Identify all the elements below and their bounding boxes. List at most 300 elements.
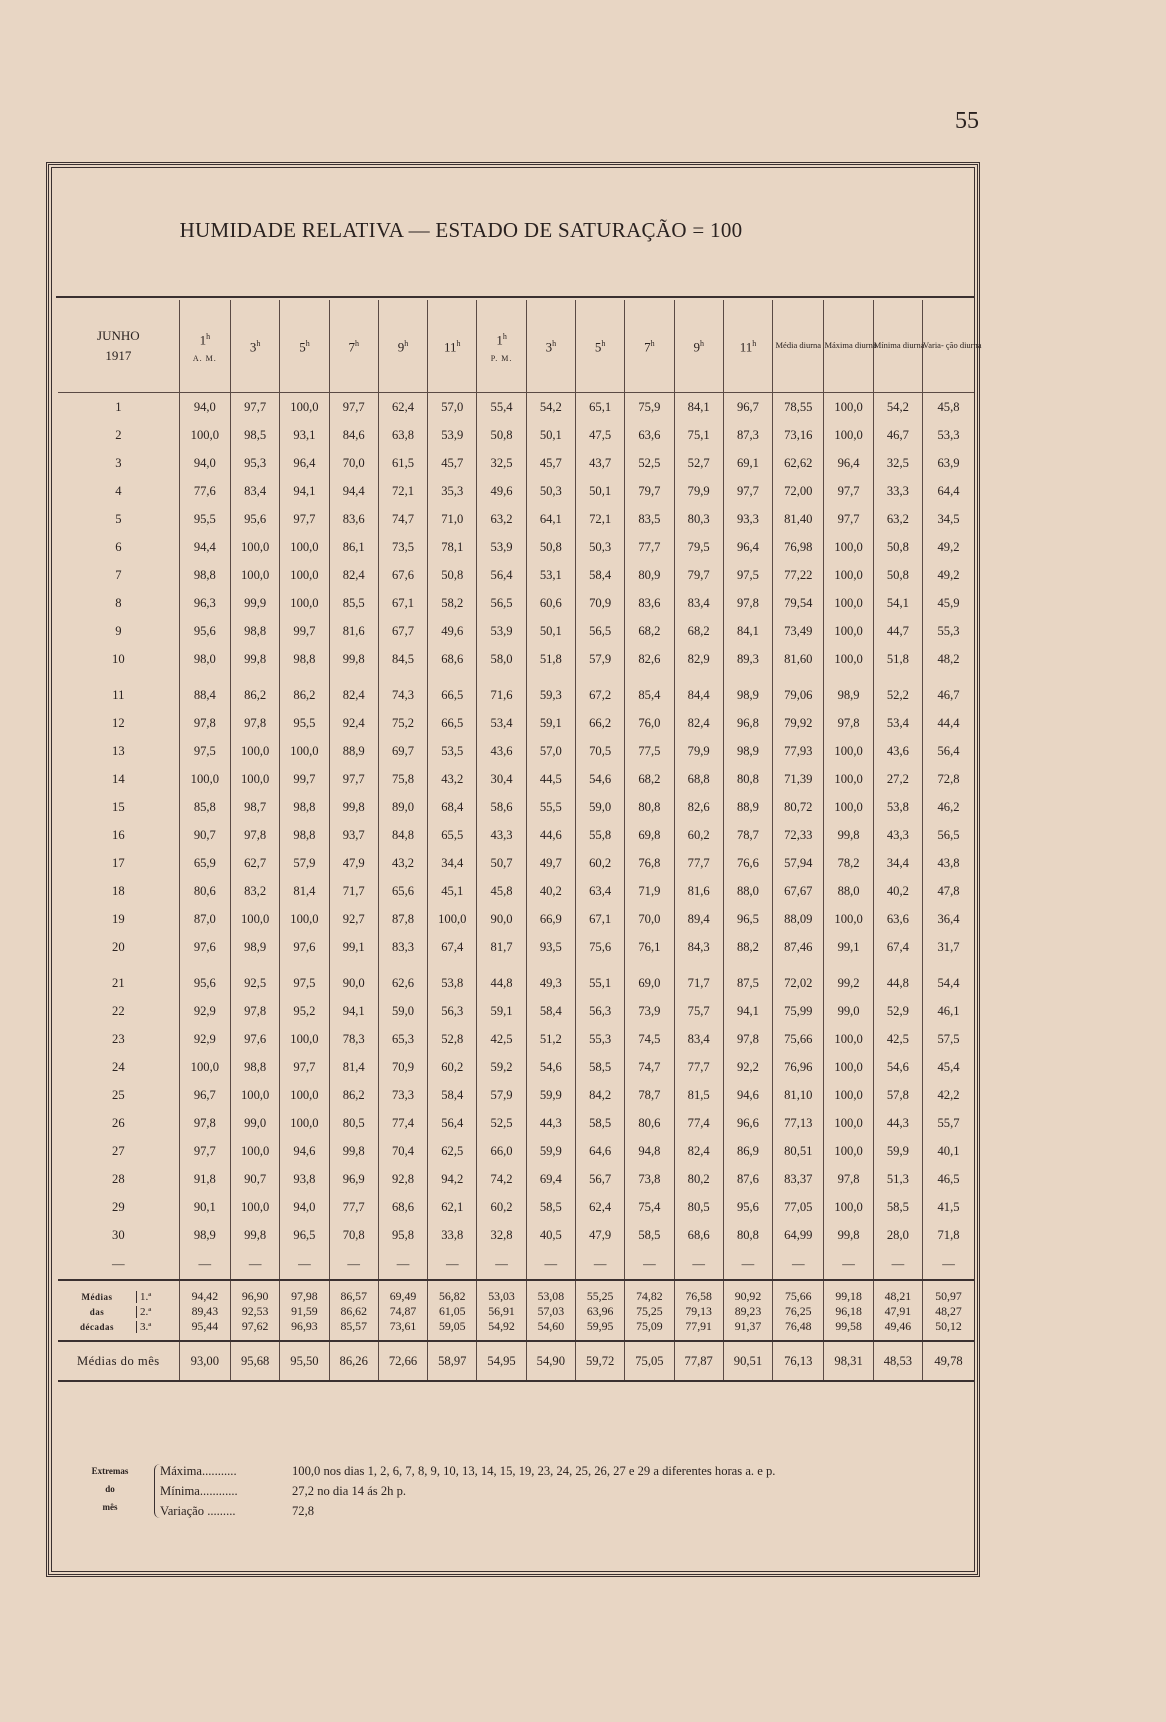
value-cell: 78,2 [824, 849, 873, 877]
value-cell: 53,8 [873, 793, 922, 821]
value-cell: 98,8 [231, 1053, 280, 1081]
spacer-cell [625, 673, 674, 681]
value-cell: 94,1 [329, 997, 378, 1025]
value-cell: 90,7 [231, 1165, 280, 1193]
value-cell: 84,1 [723, 617, 772, 645]
value-cell: 100,0 [824, 1053, 873, 1081]
dash-cell: — [723, 1249, 772, 1280]
value-cell: 90,7 [179, 821, 230, 849]
value-cell: 94,1 [280, 477, 329, 505]
value-cell: 79,9 [674, 477, 723, 505]
value-cell: 79,54 [773, 589, 824, 617]
value-cell: 82,4 [329, 561, 378, 589]
value-cell: 77,13 [773, 1109, 824, 1137]
spacer-cell [378, 673, 427, 681]
value-cell: 40,2 [873, 877, 922, 905]
table-row [58, 505, 974, 533]
value-cell: 97,6 [179, 933, 230, 961]
value-cell: 98,8 [280, 645, 329, 673]
value-cell: 95,5 [280, 709, 329, 737]
dash-cell: — [625, 1249, 674, 1280]
value-cell: 68,2 [625, 617, 674, 645]
value-cell: 73,9 [625, 997, 674, 1025]
value-cell: 31,7 [923, 933, 974, 961]
value-cell: 99,8 [231, 1221, 280, 1249]
value-cell: 100,0 [824, 765, 873, 793]
value-cell: 59,0 [378, 997, 427, 1025]
value-cell: 55,3 [575, 1025, 624, 1053]
value-cell: 100,0 [231, 765, 280, 793]
value-cell: 76,8 [625, 849, 674, 877]
value-cell: 80,6 [179, 877, 230, 905]
spacer-cell [873, 961, 922, 969]
value-cell: 32,8 [477, 1221, 526, 1249]
month-mean-cell: 86,26 [329, 1341, 378, 1381]
value-cell: 60,2 [428, 1053, 477, 1081]
value-cell: 87,3 [723, 421, 772, 449]
value-cell: 52,7 [674, 449, 723, 477]
value-cell: 60,2 [674, 821, 723, 849]
table-title: HUMIDADE RELATIVA — ESTADO DE SATURAÇÃO = 100 [179, 218, 743, 242]
value-cell: 88,0 [824, 877, 873, 905]
value-cell: 74,3 [378, 681, 427, 709]
value-cell: 97,7 [280, 1053, 329, 1081]
day-number: 26 [112, 1115, 125, 1130]
value-cell: 98,7 [231, 793, 280, 821]
extreme-min-row [160, 1482, 406, 1500]
value-cell: 52,5 [477, 1109, 526, 1137]
day-number: 11 [112, 687, 125, 702]
spacer-cell [625, 961, 674, 969]
value-cell: 44,8 [873, 969, 922, 997]
header-hour-number: 11 [444, 339, 457, 355]
value-cell: 97,5 [280, 969, 329, 997]
value-cell: 43,8 [923, 849, 974, 877]
decade-mean-cell: 97,62 [231, 1319, 280, 1341]
value-cell: 100,0 [280, 589, 329, 617]
value-cell: 85,5 [329, 589, 378, 617]
value-cell: 65,1 [575, 393, 624, 422]
header-hour-suffix: h [552, 339, 557, 349]
value-cell: 57,9 [280, 849, 329, 877]
day-number: 8 [115, 595, 122, 610]
day-number: 20 [112, 939, 125, 954]
value-cell: 75,6 [575, 933, 624, 961]
value-cell: 100,0 [280, 1025, 329, 1053]
value-cell: 63,8 [378, 421, 427, 449]
value-cell: 34,4 [873, 849, 922, 877]
value-cell: 100,0 [824, 1081, 873, 1109]
header-hour-3 [280, 300, 329, 393]
spacer-cell [773, 961, 824, 969]
decade-mean-cell: 91,37 [723, 1319, 772, 1341]
title-divider [56, 296, 974, 298]
value-cell: 64,6 [575, 1137, 624, 1165]
value-cell: 69,4 [526, 1165, 575, 1193]
value-cell: 64,99 [773, 1221, 824, 1249]
value-cell: 90,0 [477, 905, 526, 933]
month-mean-cell: 90,51 [723, 1341, 772, 1381]
value-cell: 77,4 [378, 1109, 427, 1137]
value-cell: 87,0 [179, 905, 230, 933]
decade-mean-cell: 76,58 [674, 1280, 723, 1304]
dash-cell: — [231, 1249, 280, 1280]
value-cell: 75,1 [674, 421, 723, 449]
value-cell: 77,4 [674, 1109, 723, 1137]
table-header-row [58, 300, 974, 393]
value-cell: 93,5 [526, 933, 575, 961]
value-cell: 54,4 [923, 969, 974, 997]
value-cell: 53,3 [923, 421, 974, 449]
value-cell: 85,8 [179, 793, 230, 821]
decade-mean-cell: 50,12 [923, 1319, 974, 1341]
value-cell: 92,9 [179, 997, 230, 1025]
value-cell: 77,7 [674, 1053, 723, 1081]
header-stat-1 [773, 300, 824, 393]
value-cell: 88,09 [773, 905, 824, 933]
spacer-cell [329, 673, 378, 681]
value-cell: 54,6 [575, 765, 624, 793]
value-cell: 68,6 [428, 645, 477, 673]
header-stat-2 [824, 300, 877, 393]
value-cell: 70,9 [378, 1053, 427, 1081]
decade-mean-cell: 96,93 [280, 1319, 329, 1341]
extreme-min-key: Mínima............ [160, 1484, 238, 1498]
value-cell: 97,7 [329, 765, 378, 793]
value-cell: 66,2 [575, 709, 624, 737]
value-cell: 97,7 [824, 477, 873, 505]
spacer-cell [428, 673, 477, 681]
value-cell: 99,8 [329, 1137, 378, 1165]
value-cell: 59,1 [526, 709, 575, 737]
value-cell: 80,51 [773, 1137, 824, 1165]
value-cell: 71,39 [773, 765, 824, 793]
value-cell: 52,5 [625, 449, 674, 477]
dash-cell: — [873, 1249, 922, 1280]
decade-label-cell [58, 1280, 179, 1304]
value-cell: 88,4 [179, 681, 230, 709]
value-cell: 54,1 [873, 589, 922, 617]
value-cell: 58,0 [477, 645, 526, 673]
value-cell: 35,3 [428, 477, 477, 505]
value-cell: 56,5 [923, 821, 974, 849]
value-cell: 49,7 [526, 849, 575, 877]
value-cell: 83,4 [674, 1025, 723, 1053]
value-cell: 100,0 [280, 393, 329, 422]
decade-mean-row [58, 1319, 974, 1341]
value-cell: 43,6 [873, 737, 922, 765]
header-hour-9 [575, 300, 624, 393]
value-cell: 40,5 [526, 1221, 575, 1249]
month-mean-cell: 54,95 [477, 1341, 526, 1381]
month-mean-cell: 77,87 [674, 1341, 723, 1381]
header-hour-label [477, 329, 525, 348]
value-cell: 55,1 [575, 969, 624, 997]
decade-mean-cell: 94,42 [179, 1280, 230, 1304]
value-cell: 86,2 [231, 681, 280, 709]
value-cell: 72,1 [378, 477, 427, 505]
value-cell: 83,4 [674, 589, 723, 617]
day-number: 12 [112, 715, 125, 730]
value-cell: 86,2 [329, 1081, 378, 1109]
value-cell: 27,2 [873, 765, 922, 793]
value-cell: 81,7 [477, 933, 526, 961]
value-cell: 59,9 [526, 1081, 575, 1109]
value-cell: 94,8 [625, 1137, 674, 1165]
header-hour-7 [477, 300, 526, 393]
month-mean-cell: 49,78 [923, 1341, 974, 1381]
value-cell: 97,8 [231, 709, 280, 737]
header-hour-number: 7 [348, 339, 355, 355]
value-cell: 98,9 [824, 681, 873, 709]
value-cell: 66,0 [477, 1137, 526, 1165]
month-mean-cell: 93,00 [179, 1341, 230, 1381]
value-cell: 60,2 [575, 849, 624, 877]
value-cell: 98,8 [280, 821, 329, 849]
value-cell: 72,33 [773, 821, 824, 849]
value-cell: 58,5 [526, 1193, 575, 1221]
value-cell: 58,5 [575, 1109, 624, 1137]
value-cell: 96,6 [723, 1109, 772, 1137]
spacer-cell [477, 673, 526, 681]
value-cell: 33,8 [428, 1221, 477, 1249]
header-stat-label: Mínima diurna [873, 340, 925, 351]
header-hour-number: 11 [739, 339, 753, 355]
value-cell: 86,1 [329, 533, 378, 561]
table-row [58, 905, 974, 933]
value-cell: 45,8 [477, 877, 526, 905]
value-cell: 50,8 [526, 533, 575, 561]
value-cell: 55,3 [923, 617, 974, 645]
extremes-label-line: Extremas [91, 1466, 129, 1476]
day-number: 30 [112, 1227, 125, 1242]
value-cell: 61,5 [378, 449, 427, 477]
value-cell: 32,5 [477, 449, 526, 477]
value-cell: 53,4 [873, 709, 922, 737]
value-cell: 98,9 [723, 681, 772, 709]
value-cell: 67,1 [575, 905, 624, 933]
value-cell: 62,4 [575, 1193, 624, 1221]
value-cell: 100,0 [824, 1193, 873, 1221]
value-cell: 76,96 [773, 1053, 824, 1081]
value-cell: 53,5 [428, 737, 477, 765]
table-row [58, 533, 974, 561]
value-cell: 71,7 [329, 877, 378, 905]
decade-mean-cell: 99,18 [824, 1280, 873, 1304]
value-cell: 42,2 [923, 1081, 974, 1109]
value-cell: 86,2 [280, 681, 329, 709]
value-cell: 83,2 [231, 877, 280, 905]
value-cell: 45,1 [428, 877, 477, 905]
value-cell: 83,37 [773, 1165, 824, 1193]
dash-cell: — [58, 1249, 179, 1280]
value-cell: 54,6 [526, 1053, 575, 1081]
value-cell: 93,7 [329, 821, 378, 849]
value-cell: 100,0 [231, 533, 280, 561]
value-cell: 44,5 [526, 765, 575, 793]
value-cell: 72,8 [923, 765, 974, 793]
dash-cell: — [575, 1249, 624, 1280]
value-cell: 88,9 [329, 737, 378, 765]
value-cell: 96,8 [723, 709, 772, 737]
value-cell: 60,6 [526, 589, 575, 617]
value-cell: 63,2 [873, 505, 922, 533]
header-hour-2 [231, 300, 280, 393]
value-cell: 44,6 [526, 821, 575, 849]
month-mean-cell: 95,50 [280, 1341, 329, 1381]
decade-label-line: décadas [79, 1322, 114, 1332]
value-cell: 46,7 [923, 681, 974, 709]
spacer-cell [526, 673, 575, 681]
value-cell: 99,8 [231, 645, 280, 673]
spacer-cell [280, 961, 329, 969]
value-cell: 59,9 [526, 1137, 575, 1165]
value-cell: 40,2 [526, 877, 575, 905]
value-cell: 100,0 [824, 589, 873, 617]
value-cell: 64,1 [526, 505, 575, 533]
day-number: 21 [112, 975, 125, 990]
value-cell: 99,8 [824, 821, 873, 849]
value-cell: 66,5 [428, 709, 477, 737]
value-cell: 97,6 [231, 1025, 280, 1053]
value-cell: 97,7 [231, 393, 280, 422]
value-cell: 49,6 [428, 617, 477, 645]
value-cell: 69,8 [625, 821, 674, 849]
value-cell: 97,8 [824, 709, 873, 737]
value-cell: 65,5 [428, 821, 477, 849]
decade-spacer [58, 673, 974, 681]
decade-mean-cell: 79,13 [674, 1304, 723, 1319]
decade-mean-cell: 69,49 [378, 1280, 427, 1304]
decade-mean-cell: 92,53 [231, 1304, 280, 1319]
dash-cell: — [824, 1249, 873, 1280]
value-cell: 100,0 [179, 765, 230, 793]
header-am: A. M. [192, 354, 217, 364]
value-cell: 97,8 [231, 997, 280, 1025]
value-cell: 97,7 [329, 393, 378, 422]
value-cell: 78,7 [625, 1081, 674, 1109]
dash-cell: — [773, 1249, 824, 1280]
value-cell: 100,0 [428, 905, 477, 933]
value-cell: 99,1 [824, 933, 873, 961]
value-cell: 81,40 [773, 505, 824, 533]
value-cell: 74,7 [378, 505, 427, 533]
value-cell: 96,7 [723, 393, 772, 422]
value-cell: 43,6 [477, 737, 526, 765]
value-cell: 62,6 [378, 969, 427, 997]
value-cell: 77,7 [625, 533, 674, 561]
value-cell: 70,4 [378, 1137, 427, 1165]
value-cell: 80,5 [329, 1109, 378, 1137]
table-row [58, 477, 974, 505]
month-mean-cell: 48,53 [873, 1341, 922, 1381]
value-cell: 63,2 [477, 505, 526, 533]
value-cell: 56,3 [575, 997, 624, 1025]
value-cell: 58,5 [873, 1193, 922, 1221]
decade-mean-cell: 56,91 [477, 1304, 526, 1319]
value-cell: 91,8 [179, 1165, 230, 1193]
day-number: 25 [112, 1087, 125, 1102]
value-cell: 95,3 [231, 449, 280, 477]
value-cell: 46,1 [923, 997, 974, 1025]
value-cell: 63,6 [873, 905, 922, 933]
decade-mean-cell: 74,87 [378, 1304, 427, 1319]
day-number: 5 [115, 511, 122, 526]
table-row [58, 449, 974, 477]
decade-mean-cell: 75,25 [625, 1304, 674, 1319]
value-cell: 50,1 [526, 617, 575, 645]
value-cell: 96,9 [329, 1165, 378, 1193]
decade-mean-cell: 86,57 [329, 1280, 378, 1304]
value-cell: 67,4 [873, 933, 922, 961]
spacer-cell [329, 961, 378, 969]
value-cell: 89,3 [723, 645, 772, 673]
header-stat-label: Média diurna [775, 340, 822, 351]
value-cell: 84,3 [674, 933, 723, 961]
header-pm: P. M. [490, 354, 513, 364]
value-cell: 97,8 [723, 589, 772, 617]
value-cell: 79,06 [773, 681, 824, 709]
value-cell: 96,4 [723, 533, 772, 561]
value-cell: 77,6 [179, 477, 230, 505]
header-hour-number: 7 [644, 339, 651, 355]
value-cell: 87,46 [773, 933, 824, 961]
value-cell: 100,0 [280, 1081, 329, 1109]
table-row [58, 737, 974, 765]
decade-mean-cell: 54,92 [477, 1319, 526, 1341]
value-cell: 82,6 [625, 645, 674, 673]
table-row [58, 793, 974, 821]
value-cell: 50,8 [428, 561, 477, 589]
value-cell: 70,0 [329, 449, 378, 477]
decade-mean-cell: 55,25 [575, 1280, 624, 1304]
value-cell: 73,5 [378, 533, 427, 561]
value-cell: 41,5 [923, 1193, 974, 1221]
value-cell: 100,0 [824, 737, 873, 765]
spacer-cell [280, 673, 329, 681]
value-cell: 98,9 [723, 737, 772, 765]
day-number: 3 [115, 455, 122, 470]
extreme-min-value: 27,2 no dia 14 ás 2h p. [292, 1484, 407, 1498]
header-hour-suffix: h [752, 339, 757, 349]
value-cell: 97,7 [723, 477, 772, 505]
day-number: 2 [115, 427, 122, 442]
value-cell: 100,0 [231, 737, 280, 765]
day-number: 18 [112, 883, 125, 898]
decade-ordinal: 3.ª [136, 1321, 170, 1333]
value-cell: 55,5 [526, 793, 575, 821]
header-hour-number: 9 [397, 339, 405, 355]
value-cell: 53,8 [428, 969, 477, 997]
decade-mean-cell: 97,98 [280, 1280, 329, 1304]
value-cell: 63,9 [923, 449, 974, 477]
value-cell: 98,9 [231, 933, 280, 961]
value-cell: 56,4 [477, 561, 526, 589]
day-number: 14 [112, 771, 125, 786]
value-cell: 50,7 [477, 849, 526, 877]
spacer-cell [526, 961, 575, 969]
table-row [58, 393, 974, 422]
value-cell: 62,4 [378, 393, 427, 422]
value-cell: 100,0 [280, 561, 329, 589]
value-cell: 65,3 [378, 1025, 427, 1053]
value-cell: 65,6 [378, 877, 427, 905]
table-row [58, 561, 974, 589]
value-cell: 100,0 [824, 1109, 873, 1137]
value-cell: 84,8 [378, 821, 427, 849]
extreme-max-value: 100,0 nos dias 1, 2, 6, 7, 8, 9, 10, 13, 14, 15, 19, 23, 24, 25, 26, 27 e 29 a diferentes horas a. e p. [292, 1464, 776, 1478]
value-cell: 75,4 [625, 1193, 674, 1221]
